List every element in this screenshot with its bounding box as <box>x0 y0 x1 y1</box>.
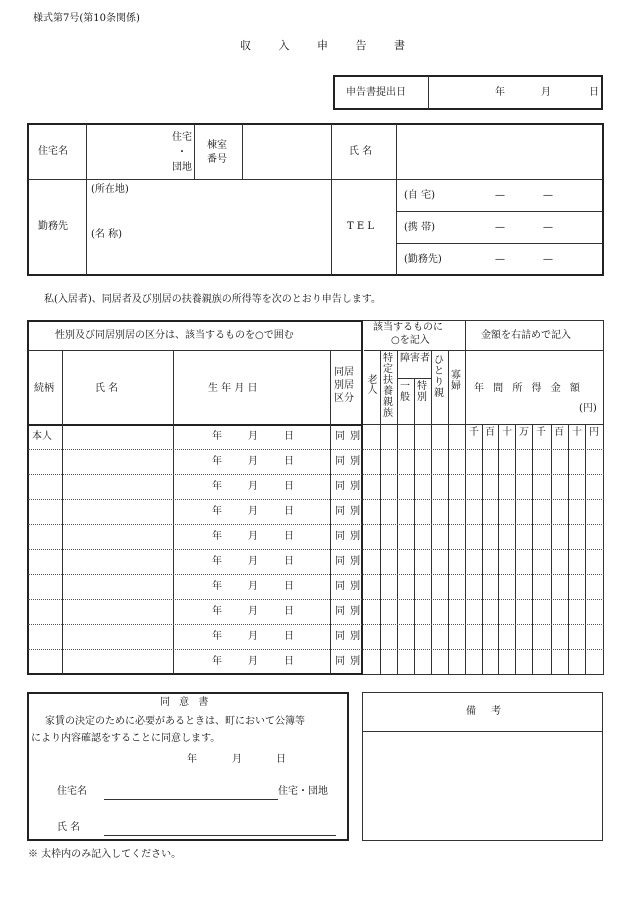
row-relation: 本人 <box>32 431 52 442</box>
income-digit-field[interactable] <box>517 636 532 648</box>
income-digit-field[interactable] <box>484 461 498 473</box>
member-name-field[interactable] <box>66 627 170 646</box>
income-digit-field[interactable] <box>484 511 498 523</box>
birth-day-label: 日 <box>284 456 294 467</box>
income-digit-field[interactable] <box>484 611 498 623</box>
category-check-cell[interactable] <box>432 475 448 498</box>
income-digit-field[interactable] <box>570 511 585 523</box>
page-title: 収 入 申 告 書 <box>240 39 417 52</box>
cohabitation-status: 同 別 <box>335 506 362 517</box>
tel-home-sep-1: — <box>495 190 505 201</box>
tel-work-sep-1: — <box>495 254 505 265</box>
birth-year-label: 年 <box>212 431 222 442</box>
submission-month-label: 月 <box>541 87 551 98</box>
category-check-cell[interactable] <box>381 625 397 648</box>
relation-field[interactable] <box>31 502 60 521</box>
birth-day-label: 日 <box>284 431 294 442</box>
income-digit-field[interactable] <box>534 461 551 473</box>
income-digit-field[interactable] <box>534 536 551 548</box>
income-digit-field[interactable] <box>484 536 498 548</box>
col-special: 特別 <box>417 381 427 403</box>
income-digit-field[interactable] <box>500 536 515 548</box>
category-check-cell[interactable] <box>449 500 465 523</box>
col-name: 氏 名 <box>95 383 119 394</box>
category-check-cell[interactable] <box>432 575 448 598</box>
income-digit-field[interactable] <box>534 436 551 448</box>
birth-year-label: 年 <box>212 456 222 467</box>
category-check-cell[interactable] <box>449 600 465 623</box>
workplace-company-field[interactable] <box>140 225 326 245</box>
tel-mobile-label: (携 帯) <box>404 222 435 233</box>
digit-label: 万 <box>519 427 529 438</box>
tel-home-field[interactable] <box>460 184 600 206</box>
category-check-cell[interactable] <box>415 475 431 498</box>
birth-year-label: 年 <box>212 531 222 542</box>
submission-day-field[interactable] <box>552 84 586 102</box>
income-digit-field[interactable] <box>517 486 532 498</box>
income-digit-field[interactable] <box>517 661 532 673</box>
category-check-cell[interactable] <box>364 475 380 498</box>
birth-month-label: 月 <box>248 456 258 467</box>
income-digit-field[interactable] <box>517 536 532 548</box>
tel-mobile-sep-2: — <box>543 222 553 233</box>
birth-month-label: 月 <box>248 656 258 667</box>
relation-field[interactable] <box>31 452 60 471</box>
birth-month-label: 月 <box>248 506 258 517</box>
digit-label: 十 <box>502 427 512 438</box>
birth-day-label: 日 <box>284 556 294 567</box>
consent-text-2: により内容確認をすることに同意します。 <box>31 733 221 744</box>
category-check-cell[interactable] <box>364 600 380 623</box>
member-name-field[interactable] <box>66 577 170 596</box>
income-digit-field[interactable] <box>570 636 585 648</box>
building-room-label-2: 番号 <box>207 154 227 165</box>
relation-field[interactable] <box>31 527 60 546</box>
income-digit-field[interactable] <box>517 436 532 448</box>
income-digit-field[interactable] <box>500 661 515 673</box>
birth-year-label: 年 <box>212 556 222 567</box>
cohabitation-status: 同 別 <box>335 431 362 442</box>
col-elderly: 老人 <box>365 374 376 394</box>
building-room-label-1: 棟室 <box>207 140 227 151</box>
category-check-cell[interactable] <box>432 625 448 648</box>
income-digit-field[interactable] <box>467 586 482 598</box>
category-check-cell[interactable] <box>381 550 397 573</box>
tel-mobile-field[interactable] <box>460 216 600 238</box>
income-digit-field[interactable] <box>500 461 515 473</box>
housing-type-dot: ・ <box>177 147 187 158</box>
consent-month-label: 月 <box>232 754 242 765</box>
consent-day-label: 日 <box>276 754 286 765</box>
income-digit-field[interactable] <box>587 436 602 448</box>
submission-date-label: 申告書提出日 <box>346 87 406 98</box>
income-digit-field[interactable] <box>553 511 568 523</box>
income-digit-field[interactable] <box>534 511 551 523</box>
col-general: 一般 <box>400 381 410 403</box>
birth-month-label: 月 <box>248 531 258 542</box>
category-check-cell[interactable] <box>432 600 448 623</box>
birth-year-label: 年 <box>212 631 222 642</box>
tel-work-label: (勤務先) <box>404 254 442 265</box>
col-disabled: 障害者 <box>400 353 430 364</box>
table-left-frame <box>27 320 363 675</box>
income-digit-field[interactable] <box>553 486 568 498</box>
category-check-cell[interactable] <box>415 450 431 473</box>
category-check-cell[interactable] <box>381 425 397 448</box>
income-digit-field[interactable] <box>484 561 498 573</box>
workplace-label: 勤務先 <box>38 221 68 232</box>
category-check-cell[interactable] <box>364 650 380 673</box>
cohabitation-status: 同 別 <box>335 606 362 617</box>
col-income-unit: (円) <box>579 403 597 414</box>
category-check-cell[interactable] <box>449 425 465 448</box>
category-check-cell[interactable] <box>415 575 431 598</box>
category-check-cell[interactable] <box>381 475 397 498</box>
instruction-mid-1: 該当するものに <box>373 322 443 333</box>
birth-day-label: 日 <box>284 631 294 642</box>
income-digit-field[interactable] <box>500 611 515 623</box>
digit-label: 百 <box>554 427 564 438</box>
cohabitation-status: 同 別 <box>335 456 362 467</box>
income-digit-field[interactable] <box>587 636 602 648</box>
category-check-cell[interactable] <box>398 425 414 448</box>
birth-year-label: 年 <box>212 581 222 592</box>
income-digit-field[interactable] <box>517 611 532 623</box>
income-digit-field[interactable] <box>553 611 568 623</box>
income-digit-field[interactable] <box>467 511 482 523</box>
cohabitation-status: 同 別 <box>335 481 362 492</box>
income-digit-field[interactable] <box>484 486 498 498</box>
income-digit-field[interactable] <box>587 486 602 498</box>
member-name-field[interactable] <box>66 477 170 496</box>
birth-day-label: 日 <box>284 481 294 492</box>
income-digit-field[interactable] <box>467 536 482 548</box>
workplace-company-label: (名 称) <box>91 229 122 240</box>
income-digit-field[interactable] <box>553 536 568 548</box>
category-check-cell[interactable] <box>364 500 380 523</box>
consent-housing-suffix: 住宅・団地 <box>278 786 328 797</box>
income-digit-field[interactable] <box>587 536 602 548</box>
income-digit-field[interactable] <box>553 586 568 598</box>
submission-day-label: 日 <box>589 87 599 98</box>
income-digit-field[interactable] <box>570 561 585 573</box>
income-digit-field[interactable] <box>467 436 482 448</box>
digit-label: 千 <box>536 427 546 438</box>
category-check-cell[interactable] <box>432 425 448 448</box>
category-check-cell[interactable] <box>398 450 414 473</box>
birth-month-label: 月 <box>248 481 258 492</box>
income-digit-field[interactable] <box>570 586 585 598</box>
birth-day-label: 日 <box>284 581 294 592</box>
income-digit-field[interactable] <box>534 561 551 573</box>
housing-name-field[interactable] <box>90 130 162 174</box>
relation-field[interactable] <box>31 652 60 671</box>
birth-year-label: 年 <box>212 481 222 492</box>
category-check-cell[interactable] <box>449 650 465 673</box>
col-birth: 生 年 月 日 <box>208 383 258 394</box>
income-digit-field[interactable] <box>484 436 498 448</box>
relation-field[interactable] <box>31 552 60 571</box>
submission-month-field[interactable] <box>505 84 539 102</box>
tel-home-label: (自 宅) <box>404 190 435 201</box>
category-check-cell[interactable] <box>432 650 448 673</box>
category-check-cell[interactable] <box>381 450 397 473</box>
member-name-field[interactable] <box>66 452 170 471</box>
consent-housing-field[interactable] <box>104 782 276 798</box>
category-check-cell[interactable] <box>381 650 397 673</box>
category-check-cell[interactable] <box>364 525 380 548</box>
income-digit-field[interactable] <box>467 661 482 673</box>
category-check-cell[interactable] <box>449 575 465 598</box>
income-digit-field[interactable] <box>517 511 532 523</box>
income-digit-field[interactable] <box>587 511 602 523</box>
income-digit-field[interactable] <box>570 611 585 623</box>
category-check-cell[interactable] <box>398 525 414 548</box>
digit-label: 十 <box>572 427 582 438</box>
category-check-cell[interactable] <box>415 600 431 623</box>
remarks-title: 備 考 <box>466 706 508 717</box>
category-check-cell[interactable] <box>432 525 448 548</box>
member-name-field[interactable] <box>66 527 170 546</box>
birth-month-label: 月 <box>248 581 258 592</box>
income-digit-field[interactable] <box>587 611 602 623</box>
member-name-field[interactable] <box>66 552 170 571</box>
member-name-field[interactable] <box>66 652 170 671</box>
relation-field[interactable] <box>31 577 60 596</box>
income-digit-field[interactable] <box>570 536 585 548</box>
income-digit-field[interactable] <box>517 561 532 573</box>
income-digit-field[interactable] <box>570 486 585 498</box>
tel-work-field[interactable] <box>460 248 600 270</box>
col-relation: 続柄 <box>34 383 54 394</box>
tel-mobile-sep-1: — <box>495 222 505 233</box>
income-digit-field[interactable] <box>587 586 602 598</box>
category-check-cell[interactable] <box>381 575 397 598</box>
income-digit-field[interactable] <box>500 561 515 573</box>
consent-text-1: 家賃の決定のために必要があるときは、町において公簿等 <box>45 716 305 727</box>
category-check-cell[interactable] <box>449 550 465 573</box>
income-digit-field[interactable] <box>534 611 551 623</box>
remarks-field[interactable] <box>366 735 599 837</box>
category-check-cell[interactable] <box>398 550 414 573</box>
footnote: ※ 太枠内のみ記入してください。 <box>28 849 182 860</box>
category-check-cell[interactable] <box>364 575 380 598</box>
income-digit-field[interactable] <box>587 561 602 573</box>
category-check-cell[interactable] <box>398 475 414 498</box>
category-check-cell[interactable] <box>381 525 397 548</box>
income-digit-field[interactable] <box>517 461 532 473</box>
submission-year-label: 年 <box>495 87 505 98</box>
cohabitation-status: 同 別 <box>335 531 362 542</box>
digit-label: 百 <box>485 427 495 438</box>
tel-work-sep-2: — <box>543 254 553 265</box>
income-digit-field[interactable] <box>467 561 482 573</box>
consent-housing-label: 住宅名 <box>57 786 87 797</box>
digit-label: 千 <box>469 427 479 438</box>
consent-day-field[interactable] <box>244 752 274 768</box>
category-check-cell[interactable] <box>415 500 431 523</box>
form-number: 様式第7号(第10条関係) <box>33 13 140 24</box>
birth-day-label: 日 <box>284 531 294 542</box>
category-check-cell[interactable] <box>381 600 397 623</box>
consent-title: 同 意 書 <box>160 697 212 708</box>
category-check-cell[interactable] <box>398 600 414 623</box>
income-digit-field[interactable] <box>500 486 515 498</box>
col-specific: 特定扶養親族 <box>383 353 393 419</box>
consent-name-label: 氏 名 <box>57 822 81 833</box>
category-check-cell[interactable] <box>449 450 465 473</box>
income-digit-field[interactable] <box>553 436 568 448</box>
col-status: 同居別居区分 <box>334 367 354 404</box>
category-check-cell[interactable] <box>398 575 414 598</box>
instruction-mid-2: ○を記入 <box>391 335 430 346</box>
relation-field[interactable] <box>31 627 60 646</box>
name-label: 氏 名 <box>349 146 373 157</box>
submission-year-field[interactable] <box>432 84 490 102</box>
income-digit-field[interactable] <box>484 661 498 673</box>
tel-label: T E L <box>347 221 374 232</box>
income-digit-field[interactable] <box>534 661 551 673</box>
income-digit-field[interactable] <box>500 511 515 523</box>
income-digit-field[interactable] <box>467 486 482 498</box>
category-check-cell[interactable] <box>415 650 431 673</box>
income-digit-field[interactable] <box>484 636 498 648</box>
category-check-cell[interactable] <box>415 625 431 648</box>
category-check-cell[interactable] <box>398 650 414 673</box>
member-name-field[interactable] <box>66 502 170 521</box>
income-digit-field[interactable] <box>553 561 568 573</box>
consent-name-field[interactable] <box>104 818 334 834</box>
birth-day-label: 日 <box>284 656 294 667</box>
consent-year-field[interactable] <box>140 752 184 768</box>
income-digit-field[interactable] <box>587 661 602 673</box>
consent-month-field[interactable] <box>200 752 230 768</box>
income-digit-field[interactable] <box>500 436 515 448</box>
category-check-cell[interactable] <box>449 625 465 648</box>
category-check-cell[interactable] <box>398 500 414 523</box>
birth-year-label: 年 <box>212 606 222 617</box>
workplace-address-field[interactable] <box>92 197 326 217</box>
cohabitation-status: 同 別 <box>335 581 362 592</box>
category-check-cell[interactable] <box>415 425 431 448</box>
workplace-address-label: (所在地) <box>91 184 129 195</box>
relation-field[interactable] <box>31 602 60 621</box>
tel-home-sep-2: — <box>543 190 553 201</box>
col-single-parent: ひとり親 <box>434 355 444 399</box>
housing-name-label: 住宅名 <box>38 146 68 157</box>
col-widow: 寡婦 <box>451 370 461 392</box>
income-digit-field[interactable] <box>570 661 585 673</box>
instruction-right: 金額を右詰めで記入 <box>481 330 571 341</box>
income-digit-field[interactable] <box>500 586 515 598</box>
member-name-field[interactable] <box>66 427 170 446</box>
income-digit-field[interactable] <box>553 636 568 648</box>
building-room-field[interactable] <box>246 130 326 174</box>
income-digit-field[interactable] <box>517 586 532 598</box>
col-income: 年 間 所 得 金 額 <box>474 383 583 394</box>
applicant-name-field[interactable] <box>401 130 597 174</box>
birth-year-label: 年 <box>212 656 222 667</box>
category-check-cell[interactable] <box>364 450 380 473</box>
digit-label: 円 <box>589 427 599 438</box>
income-digit-field[interactable] <box>587 461 602 473</box>
income-digit-field[interactable] <box>467 461 482 473</box>
housing-type-label-1: 住宅 <box>172 132 192 143</box>
cohabitation-status: 同 別 <box>335 656 362 667</box>
income-digit-field[interactable] <box>534 636 551 648</box>
category-check-cell[interactable] <box>364 625 380 648</box>
category-check-cell[interactable] <box>449 475 465 498</box>
cohabitation-status: 同 別 <box>335 556 362 567</box>
housing-type-label-2: 団地 <box>172 162 192 173</box>
income-digit-field[interactable] <box>467 636 482 648</box>
category-check-cell[interactable] <box>432 550 448 573</box>
member-name-field[interactable] <box>66 602 170 621</box>
birth-month-label: 月 <box>248 631 258 642</box>
birth-year-label: 年 <box>212 506 222 517</box>
category-check-cell[interactable] <box>432 500 448 523</box>
category-check-cell[interactable] <box>415 550 431 573</box>
income-digit-field[interactable] <box>553 461 568 473</box>
category-check-cell[interactable] <box>364 425 380 448</box>
birth-month-label: 月 <box>248 431 258 442</box>
category-check-cell[interactable] <box>432 450 448 473</box>
birth-day-label: 日 <box>284 506 294 517</box>
income-digit-field[interactable] <box>570 461 585 473</box>
instruction-left: 性別及び同居別居の区分は、該当するものを○で囲む <box>55 330 294 341</box>
category-check-cell[interactable] <box>398 625 414 648</box>
relation-field[interactable] <box>31 477 60 496</box>
birth-month-label: 月 <box>248 556 258 567</box>
income-digit-field[interactable] <box>534 586 551 598</box>
declaration-text: 私(入居者)、同居者及び別居の扶養親族の所得等を次のとおり申告します。 <box>44 294 382 305</box>
income-digit-field[interactable] <box>570 436 585 448</box>
cohabitation-status: 同 別 <box>335 631 362 642</box>
category-check-cell[interactable] <box>415 525 431 548</box>
income-digit-field[interactable] <box>534 486 551 498</box>
income-digit-field[interactable] <box>484 586 498 598</box>
category-check-cell[interactable] <box>364 550 380 573</box>
category-check-cell[interactable] <box>449 525 465 548</box>
birth-month-label: 月 <box>248 606 258 617</box>
income-digit-field[interactable] <box>500 636 515 648</box>
income-digit-field[interactable] <box>467 611 482 623</box>
birth-day-label: 日 <box>284 606 294 617</box>
consent-year-label: 年 <box>187 754 197 765</box>
category-check-cell[interactable] <box>381 500 397 523</box>
income-digit-field[interactable] <box>553 661 568 673</box>
